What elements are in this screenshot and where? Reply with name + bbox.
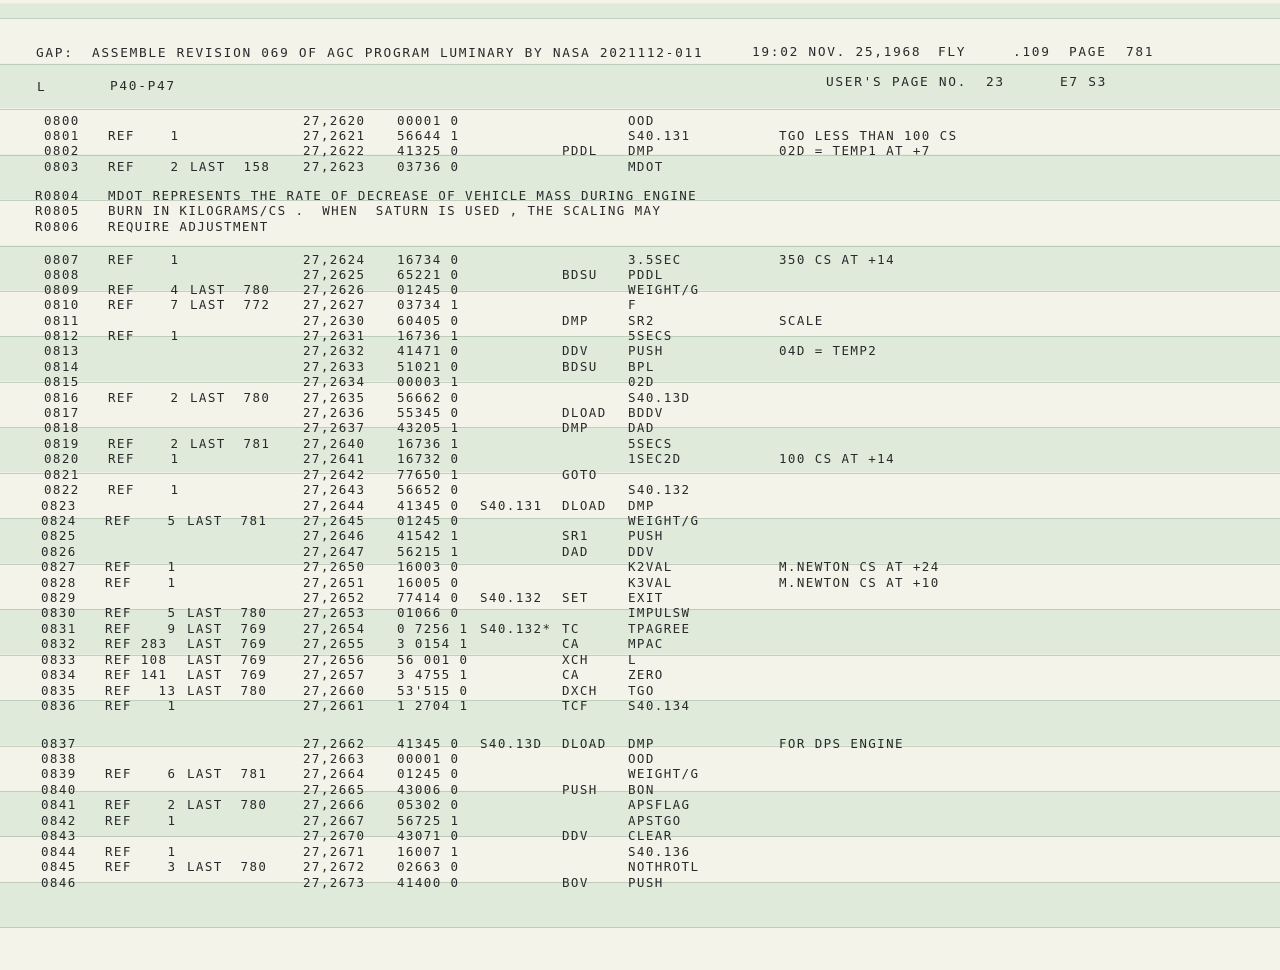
address-column: 27,2663: [303, 751, 366, 766]
word-column: 41542 1: [397, 528, 460, 543]
operand-column: DMP: [628, 736, 655, 751]
operand-column: BDDV: [628, 405, 664, 420]
address-column: 27,2660: [303, 683, 366, 698]
comment-column: M.NEWTON CS AT +24: [779, 559, 940, 574]
word-column: 56725 1: [397, 813, 460, 828]
comment-column: FOR DPS ENGINE: [779, 736, 904, 751]
operand-column: K2VAL: [628, 559, 673, 574]
word-column: 41345 0: [397, 736, 460, 751]
word-column: 77650 1: [397, 467, 460, 482]
address-column: 27,2672: [303, 859, 366, 874]
address-column: 27,2664: [303, 766, 366, 781]
last-column: LAST 780: [187, 605, 268, 620]
line-number: 0830: [41, 605, 77, 620]
opcode-column: DDV: [562, 828, 589, 843]
operand-column: ZERO: [628, 667, 664, 682]
label-column: S40.132: [480, 590, 543, 605]
word-column: 16736 1: [397, 436, 460, 451]
line-number: 0819: [44, 436, 80, 451]
line-number: 0814: [44, 359, 80, 374]
last-column: LAST 780: [187, 683, 268, 698]
remark-line-number: R0806: [35, 219, 80, 234]
line-number: 0838: [41, 751, 77, 766]
address-column: 27,2666: [303, 797, 366, 812]
address-column: 27,2656: [303, 652, 366, 667]
label-column: S40.132*: [480, 621, 552, 636]
address-column: 27,2673: [303, 875, 366, 890]
line-number: 0813: [44, 343, 80, 358]
word-column: 00001 0: [397, 113, 460, 128]
line-number: 0800: [44, 113, 80, 128]
opcode-column: TCF: [562, 698, 589, 713]
remark-text: REQUIRE ADJUSTMENT: [108, 219, 269, 234]
comment-column: TGO LESS THAN 100 CS: [779, 128, 958, 143]
address-column: 27,2644: [303, 498, 366, 513]
last-column: LAST 769: [187, 621, 268, 636]
operand-column: F: [628, 297, 637, 312]
operand-column: BPL: [628, 359, 655, 374]
line-number: 0843: [41, 828, 77, 843]
header-page-label: PAGE: [1069, 45, 1107, 60]
paper-rule: [0, 109, 1280, 110]
opcode-column: BDSU: [562, 359, 598, 374]
line-number: 0811: [44, 313, 80, 328]
word-column: 56662 0: [397, 390, 460, 405]
opcode-column: PUSH: [562, 782, 598, 797]
comment-column: SCALE: [779, 313, 824, 328]
ref-column: REF 1: [108, 252, 180, 267]
line-number: 0816: [44, 390, 80, 405]
opcode-column: DLOAD: [562, 736, 607, 751]
word-column: 16732 0: [397, 451, 460, 466]
operand-column: IMPULSW: [628, 605, 691, 620]
line-number: 0836: [41, 698, 77, 713]
word-column: 56215 1: [397, 544, 460, 559]
address-column: 27,2631: [303, 328, 366, 343]
line-number: 0809: [44, 282, 80, 297]
label-column: S40.13D: [480, 736, 543, 751]
operand-column: S40.136: [628, 844, 691, 859]
operand-column: 3.5SEC: [628, 252, 682, 267]
line-number: 0846: [41, 875, 77, 890]
header-timestamp: 19:02 NOV. 25,1968: [752, 45, 922, 60]
ref-column: REF 3: [105, 859, 177, 874]
operand-column: PUSH: [628, 528, 664, 543]
address-column: 27,2633: [303, 359, 366, 374]
line-number: 0825: [41, 528, 77, 543]
ref-column: REF 1: [105, 575, 177, 590]
ref-column: REF 6: [105, 766, 177, 781]
word-column: 01066 0: [397, 605, 460, 620]
opcode-column: BOV: [562, 875, 589, 890]
word-column: 3 4755 1: [397, 667, 469, 682]
address-column: 27,2654: [303, 621, 366, 636]
last-column: LAST 780: [187, 859, 268, 874]
word-column: 43006 0: [397, 782, 460, 797]
word-column: 03734 1: [397, 297, 460, 312]
header-gap-label: GAP:: [36, 46, 74, 61]
address-column: 27,2636: [303, 405, 366, 420]
word-column: 0 7256 1: [397, 621, 469, 636]
remark-text: MDOT REPRESENTS THE RATE OF DECREASE OF VEHICLE MASS DURING ENGINE: [108, 188, 698, 203]
address-column: 27,2661: [303, 698, 366, 713]
address-column: 27,2653: [303, 605, 366, 620]
opcode-column: DDV: [562, 343, 589, 358]
operand-column: MDOT: [628, 159, 664, 174]
word-column: 41471 0: [397, 343, 460, 358]
word-column: 16734 0: [397, 252, 460, 267]
word-column: 01245 0: [397, 766, 460, 781]
last-column: LAST 158: [190, 159, 271, 174]
address-column: 27,2642: [303, 467, 366, 482]
opcode-column: DLOAD: [562, 498, 607, 513]
users-page-label: USER'S PAGE NO.: [826, 75, 968, 90]
word-column: 16003 0: [397, 559, 460, 574]
line-number: 0837: [41, 736, 77, 751]
last-column: LAST 769: [187, 667, 268, 682]
operand-column: OOD: [628, 751, 655, 766]
word-column: 43071 0: [397, 828, 460, 843]
opcode-column: CA: [562, 636, 580, 651]
ref-column: REF 7: [108, 297, 180, 312]
ref-column: REF 1: [108, 451, 180, 466]
line-number: 0820: [44, 451, 80, 466]
header-mode: FLY: [938, 45, 967, 60]
ref-column: REF 1: [105, 698, 177, 713]
last-column: LAST 769: [187, 652, 268, 667]
comment-column: 100 CS AT +14: [779, 451, 896, 466]
operand-column: DDV: [628, 544, 655, 559]
comment-column: 02D = TEMP1 AT +7: [779, 143, 931, 158]
subheader-left: L: [37, 80, 47, 95]
ref-column: REF 2: [108, 390, 180, 405]
ref-column: REF 283: [105, 636, 168, 651]
operand-column: TGO: [628, 683, 655, 698]
ref-column: REF 1: [105, 813, 177, 828]
operand-column: 5SECS: [628, 436, 673, 451]
address-column: 27,2647: [303, 544, 366, 559]
word-column: 56652 0: [397, 482, 460, 497]
line-number: 0818: [44, 420, 80, 435]
address-column: 27,2655: [303, 636, 366, 651]
address-column: 27,2620: [303, 113, 366, 128]
comment-column: 04D = TEMP2: [779, 343, 878, 358]
line-number: 0824: [41, 513, 77, 528]
header-title: ASSEMBLE REVISION 069 OF AGC PROGRAM LUMINARY BY NASA 2021112-011: [92, 46, 704, 61]
address-column: 27,2624: [303, 252, 366, 267]
header-page-number: 781: [1126, 45, 1155, 60]
word-column: 55345 0: [397, 405, 460, 420]
address-column: 27,2650: [303, 559, 366, 574]
word-column: 00003 1: [397, 374, 460, 389]
line-number: 0831: [41, 621, 77, 636]
operand-column: APSFLAG: [628, 797, 691, 812]
ref-column: REF 9: [105, 621, 177, 636]
word-column: 16007 1: [397, 844, 460, 859]
line-number: 0815: [44, 374, 80, 389]
address-column: 27,2626: [303, 282, 366, 297]
line-number: 0801: [44, 128, 80, 143]
comment-column: 350 CS AT +14: [779, 252, 896, 267]
word-column: 77414 0: [397, 590, 460, 605]
operand-column: DMP: [628, 498, 655, 513]
operand-column: 5SECS: [628, 328, 673, 343]
address-column: 27,2637: [303, 420, 366, 435]
last-column: LAST 780: [190, 390, 271, 405]
address-column: 27,2630: [303, 313, 366, 328]
ref-column: REF 5: [105, 605, 177, 620]
word-column: 02663 0: [397, 859, 460, 874]
paper-rule: [0, 927, 1280, 928]
operand-column: PUSH: [628, 343, 664, 358]
opcode-column: PDDL: [562, 143, 598, 158]
operand-column: WEIGHT/G: [628, 282, 700, 297]
word-column: 65221 0: [397, 267, 460, 282]
opcode-column: DAD: [562, 544, 589, 559]
subheader-section: P40-P47: [110, 79, 176, 94]
opcode-column: BDSU: [562, 267, 598, 282]
word-column: 1 2704 1: [397, 698, 469, 713]
operand-column: BON: [628, 782, 655, 797]
address-column: 27,2665: [303, 782, 366, 797]
operand-column: NOTHROTL: [628, 859, 700, 874]
ref-column: REF 1: [108, 328, 180, 343]
line-number: 0810: [44, 297, 80, 312]
address-column: 27,2623: [303, 159, 366, 174]
remark-text: BURN IN KILOGRAMS/CS . WHEN SATURN IS USED , THE SCALING MAY: [108, 203, 662, 218]
word-column: 01245 0: [397, 282, 460, 297]
ref-column: REF 2: [105, 797, 177, 812]
address-column: 27,2635: [303, 390, 366, 405]
opcode-column: GOTO: [562, 467, 598, 482]
operand-column: PUSH: [628, 875, 664, 890]
address-column: 27,2634: [303, 374, 366, 389]
opcode-column: SET: [562, 590, 589, 605]
line-number: 0841: [41, 797, 77, 812]
operand-column: 02D: [628, 374, 655, 389]
line-number: 0828: [41, 575, 77, 590]
label-column: S40.131: [480, 498, 543, 513]
address-column: 27,2667: [303, 813, 366, 828]
operand-column: S40.134: [628, 698, 691, 713]
ref-column: REF 13: [105, 683, 177, 698]
line-number: 0832: [41, 636, 77, 651]
operand-column: MPAC: [628, 636, 664, 651]
address-column: 27,2621: [303, 128, 366, 143]
opcode-column: DLOAD: [562, 405, 607, 420]
operand-column: S40.132: [628, 482, 691, 497]
paper-rule: [0, 18, 1280, 19]
address-column: 27,2651: [303, 575, 366, 590]
line-number: 0823: [41, 498, 77, 513]
word-column: 41345 0: [397, 498, 460, 513]
word-column: 05302 0: [397, 797, 460, 812]
address-column: 27,2671: [303, 844, 366, 859]
word-column: 16736 1: [397, 328, 460, 343]
address-column: 27,2657: [303, 667, 366, 682]
ref-column: REF 2: [108, 436, 180, 451]
line-number: 0807: [44, 252, 80, 267]
line-number: 0834: [41, 667, 77, 682]
comment-column: M.NEWTON CS AT +10: [779, 575, 940, 590]
header-code: .109: [1013, 45, 1051, 60]
address-column: 27,2645: [303, 513, 366, 528]
word-column: 00001 0: [397, 751, 460, 766]
word-column: 3 0154 1: [397, 636, 469, 651]
line-number: 0835: [41, 683, 77, 698]
word-column: 60405 0: [397, 313, 460, 328]
line-number: 0817: [44, 405, 80, 420]
address-column: 27,2662: [303, 736, 366, 751]
word-column: 03736 0: [397, 159, 460, 174]
line-number: 0821: [44, 467, 80, 482]
line-number: 0833: [41, 652, 77, 667]
address-column: 27,2652: [303, 590, 366, 605]
opcode-column: SR1: [562, 528, 589, 543]
ref-column: REF 1: [105, 559, 177, 574]
operand-column: L: [628, 652, 637, 667]
operand-column: K3VAL: [628, 575, 673, 590]
line-number: 0808: [44, 267, 80, 282]
last-column: LAST 772: [190, 297, 271, 312]
line-number: 0844: [41, 844, 77, 859]
remark-line-number: R0805: [35, 203, 80, 218]
word-column: 16005 0: [397, 575, 460, 590]
word-column: 41400 0: [397, 875, 460, 890]
operand-column: SR2: [628, 313, 655, 328]
address-column: 27,2632: [303, 343, 366, 358]
word-column: 53'515 0: [397, 683, 469, 698]
operand-column: TPAGREE: [628, 621, 691, 636]
word-column: 41325 0: [397, 143, 460, 158]
line-number: 0845: [41, 859, 77, 874]
line-number: 0803: [44, 159, 80, 174]
address-column: 27,2640: [303, 436, 366, 451]
operand-column: DAD: [628, 420, 655, 435]
last-column: LAST 781: [187, 766, 268, 781]
line-number: 0829: [41, 590, 77, 605]
ref-column: REF 1: [105, 844, 177, 859]
subheader-ref: E7 S3: [1060, 75, 1108, 90]
operand-column: EXIT: [628, 590, 664, 605]
opcode-column: DMP: [562, 313, 589, 328]
paper-rule: [0, 473, 1280, 474]
operand-column: WEIGHT/G: [628, 513, 700, 528]
opcode-column: DXCH: [562, 683, 598, 698]
last-column: LAST 780: [190, 282, 271, 297]
ref-column: REF 2: [108, 159, 180, 174]
line-number: 0826: [41, 544, 77, 559]
operand-column: PDDL: [628, 267, 664, 282]
paper-rule: [0, 246, 1280, 247]
line-number: 0842: [41, 813, 77, 828]
operand-column: S40.131: [628, 128, 691, 143]
operand-column: WEIGHT/G: [628, 766, 700, 781]
line-number: 0812: [44, 328, 80, 343]
opcode-column: DMP: [562, 420, 589, 435]
word-column: 01245 0: [397, 513, 460, 528]
ref-column: REF 141: [105, 667, 168, 682]
operand-column: OOD: [628, 113, 655, 128]
address-column: 27,2641: [303, 451, 366, 466]
ref-column: REF 1: [108, 128, 180, 143]
ref-column: REF 108: [105, 652, 168, 667]
address-column: 27,2643: [303, 482, 366, 497]
address-column: 27,2646: [303, 528, 366, 543]
ref-column: REF 5: [105, 513, 177, 528]
opcode-column: TC: [562, 621, 580, 636]
line-number: 0822: [44, 482, 80, 497]
line-number: 0839: [41, 766, 77, 781]
paper-rule: [0, 64, 1280, 65]
address-column: 27,2670: [303, 828, 366, 843]
last-column: LAST 781: [187, 513, 268, 528]
users-page-number: 23: [986, 75, 1005, 90]
line-number: 0827: [41, 559, 77, 574]
address-column: 27,2622: [303, 143, 366, 158]
last-column: LAST 781: [190, 436, 271, 451]
address-column: 27,2625: [303, 267, 366, 282]
opcode-column: CA: [562, 667, 580, 682]
line-number: 0840: [41, 782, 77, 797]
last-column: LAST 769: [187, 636, 268, 651]
ref-column: REF 4: [108, 282, 180, 297]
word-column: 51021 0: [397, 359, 460, 374]
ref-column: REF 1: [108, 482, 180, 497]
last-column: LAST 780: [187, 797, 268, 812]
operand-column: S40.13D: [628, 390, 691, 405]
operand-column: DMP: [628, 143, 655, 158]
address-column: 27,2627: [303, 297, 366, 312]
operand-column: 1SEC2D: [628, 451, 682, 466]
line-number: 0802: [44, 143, 80, 158]
operand-column: APSTGO: [628, 813, 682, 828]
opcode-column: XCH: [562, 652, 589, 667]
remark-line-number: R0804: [35, 188, 80, 203]
operand-column: CLEAR: [628, 828, 673, 843]
word-column: 56644 1: [397, 128, 460, 143]
word-column: 56 001 0: [397, 652, 469, 667]
word-column: 43205 1: [397, 420, 460, 435]
